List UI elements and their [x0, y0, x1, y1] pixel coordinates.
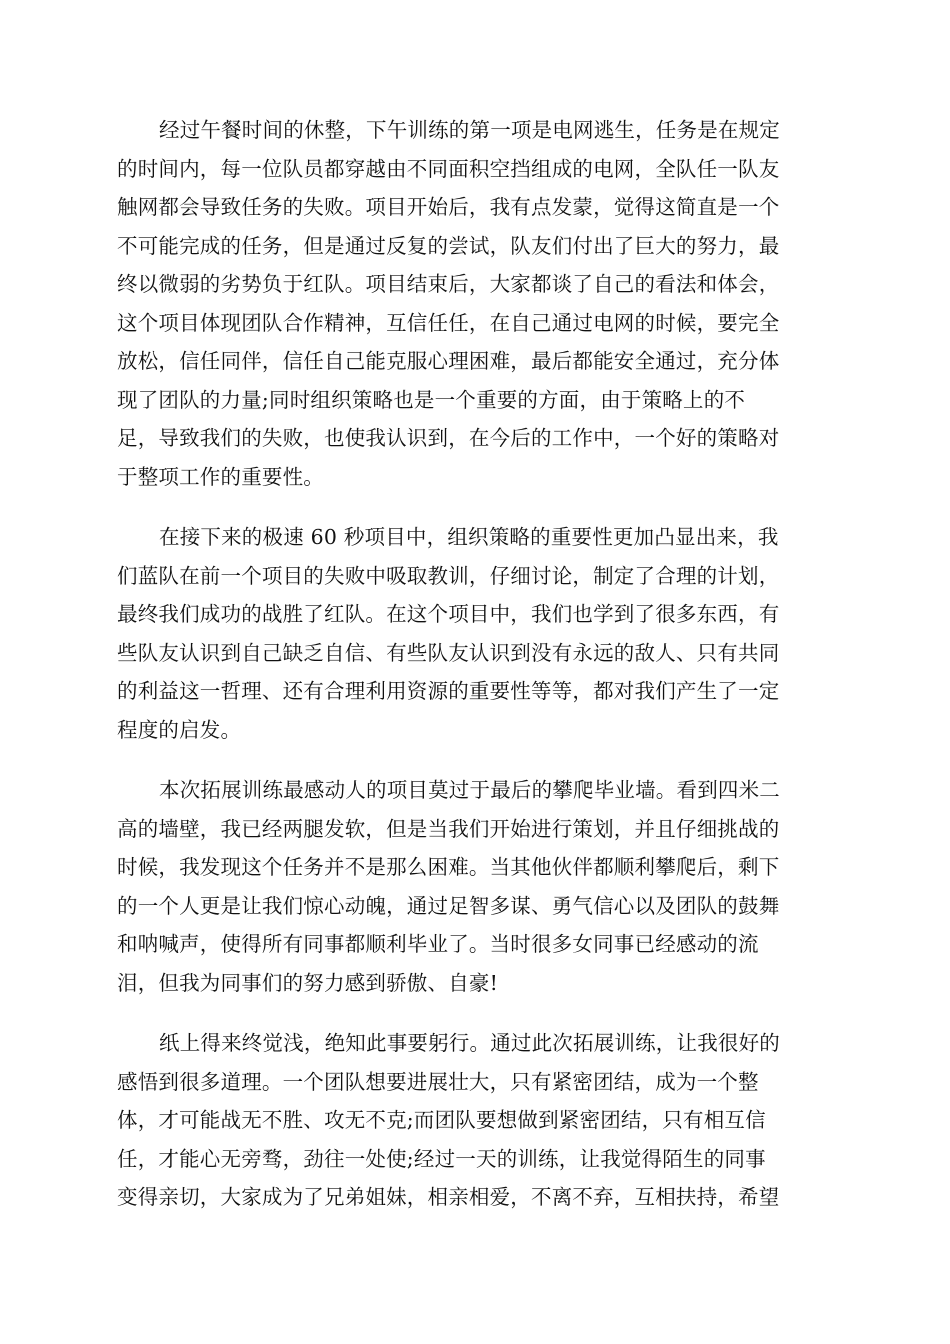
paragraph-line: 程度的启发。	[117, 717, 242, 742]
paragraph-line: 现了团队的力量;同时组织策略也是一个重要的方面，由于策略上的不	[117, 387, 746, 412]
document-body	[117, 111, 833, 1239]
paragraph-line: 时候，我发现这个任务并不是那么困难。当其他伙伴都顺利攀爬后，剩下	[117, 855, 780, 879]
paragraph-line: 变得亲切，大家成为了兄弟姐妹，相亲相爱，不离不弃，互相扶持，希望	[117, 1185, 780, 1209]
paragraph-line: 触网都会导致任务的失败。项目开始后，我有点发蒙，觉得这简直是一个	[117, 195, 780, 219]
paragraph-line: 感悟到很多道理。一个团队想要进展壮大，只有紧密团结，成为一个整	[117, 1069, 759, 1094]
paragraph-line: 最终我们成功的战胜了红队。在这个项目中，我们也学到了很多东西，有	[117, 602, 780, 626]
paragraph-line: 本次拓展训练最感动人的项目莫过于最后的攀爬毕业墙。看到四米二	[159, 778, 780, 802]
paragraph-line: 在接下来的极速 60 秒项目中，组织策略的重要性更加凸显出来，我	[159, 525, 779, 549]
paragraph-4	[117, 1024, 833, 1217]
paragraph-line: 这个项目体现团队合作精神，互信任任，在自己通过电网的时候，要完全	[117, 310, 780, 335]
paragraph-1	[117, 111, 833, 496]
paragraph-line: 的一个人更是让我们惊心动魄，通过足智多谋、勇气信心以及团队的鼓舞	[117, 893, 780, 918]
paragraph-line: 放松，信任同伴，信任自己能克服心理困难，最后都能安全通过，充分体	[117, 349, 780, 373]
paragraph-line: 纸上得来终觉浅，绝知此事要躬行。通过此次拓展训练，让我很好的	[159, 1031, 780, 1055]
paragraph-line: 任，才能心无旁骛，劲往一处使;经过一天的训练，让我觉得陌生的同事	[117, 1146, 766, 1171]
paragraph-line: 体，才可能战无不胜、攻无不克;而团队要想做到紧密团结，只有相互信	[117, 1108, 766, 1132]
paragraph-line: 足，导致我们的失败，也使我认识到，在今后的工作中，一个好的策略对	[117, 426, 780, 450]
paragraph-2	[117, 518, 833, 749]
paragraph-line: 的利益这一哲理、还有合理利用资源的重要性等等，都对我们产生了一定	[117, 679, 780, 703]
paragraph-line: 高的墙壁，我已经两腿发软，但是当我们开始进行策划，并且仔细挑战的	[117, 816, 780, 841]
paragraph-line: 泪，但我为同事们的努力感到骄傲、自豪!	[117, 970, 499, 995]
paragraph-line: 终以微弱的劣势负于红队。项目结束后，大家都谈了自己的看法和体会，	[117, 272, 780, 296]
paragraph-line: 些队友认识到自己缺乏自信、有些队友认识到没有永远的敌人、只有共同	[117, 640, 780, 665]
paragraph-3	[117, 771, 833, 1002]
paragraph-line: 们蓝队在前一个项目的失败中吸取教训，仔细讨论，制定了合理的计划，	[117, 563, 780, 588]
paragraph-line: 和呐喊声，使得所有同事都顺利毕业了。当时很多女同事已经感动的流	[117, 932, 759, 956]
paragraph-line: 不可能完成的任务，但是通过反复的尝试，队友们付出了巨大的努力，最	[117, 233, 780, 258]
paragraph-line: 于整项工作的重要性。	[117, 464, 324, 489]
paragraph-line: 的时间内，每一位队员都穿越由不同面积空挡组成的电网，全队任一队友	[117, 156, 780, 181]
paragraph-line: 经过午餐时间的休整，下午训练的第一项是电网逃生，任务是在规定	[159, 118, 780, 142]
